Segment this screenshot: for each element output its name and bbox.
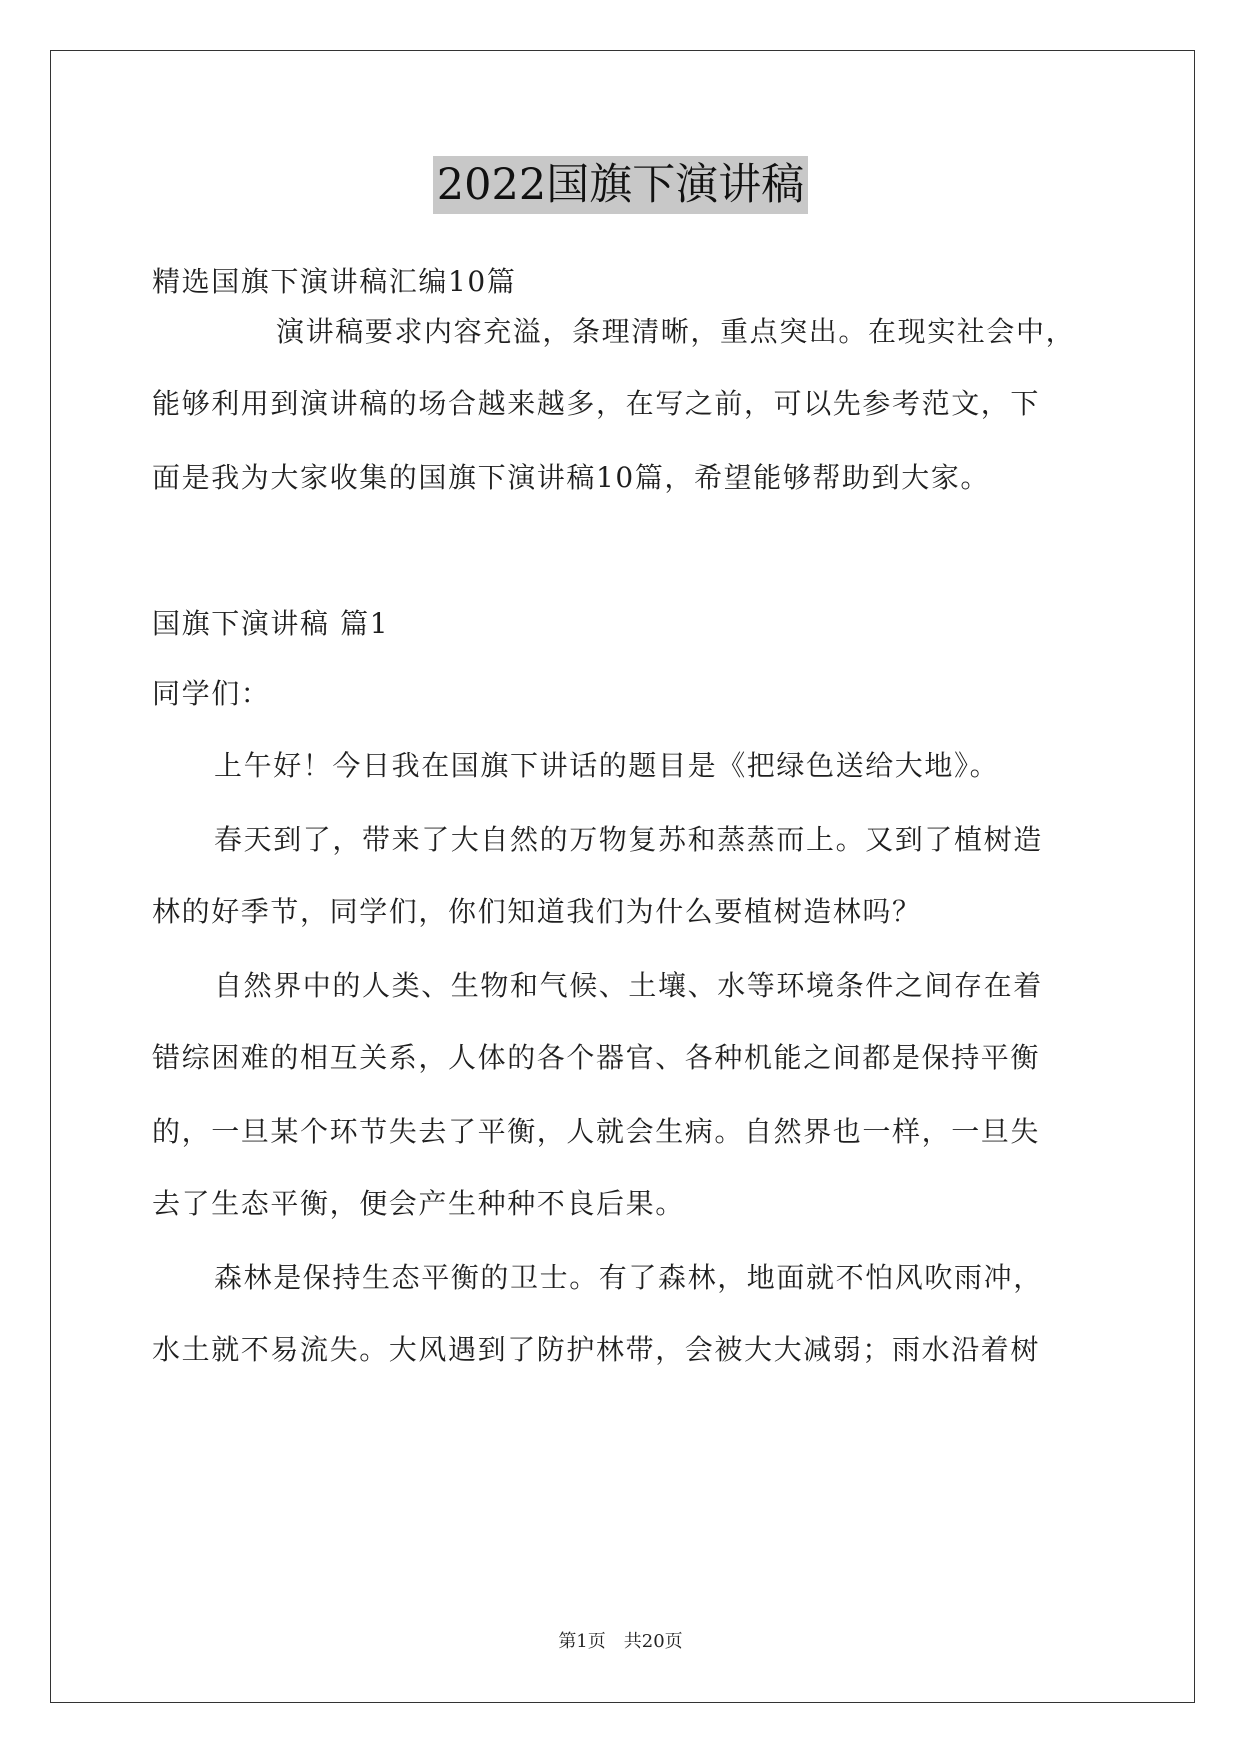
body-line: 去了生态平衡，便会产生种种不良后果。 [152, 1187, 685, 1220]
document-title-wrapper [0, 156, 1241, 214]
section-heading: 国旗下演讲稿 篇1 [152, 607, 390, 640]
body-line: 森林是保持生态平衡的卫士。有了森林，地面就不怕风吹雨冲， [214, 1261, 1043, 1294]
intro-line: 演讲稿要求内容充溢，条理清晰，重点突出。在现实社会中， [276, 315, 1076, 348]
body-line: 错综困难的相互关系，人体的各个器官、各种机能之间都是保持平衡 [152, 1041, 1041, 1074]
body-line: 春天到了，带来了大自然的万物复苏和蒸蒸而上。又到了植树造 [214, 823, 1043, 856]
intro-line: 面是我为大家收集的国旗下演讲稿10篇，希望能够帮助到大家。 [152, 461, 991, 494]
subtitle: 精选国旗下演讲稿汇编10篇 [152, 265, 517, 298]
body-line: 上午好！今日我在国旗下讲话的题目是《把绿色送给大地》。 [214, 749, 1000, 782]
body-line: 自然界中的人类、生物和气候、土壤、水等环境条件之间存在着 [214, 969, 1043, 1002]
document-title: 2022国旗下演讲稿 [433, 156, 808, 214]
salutation: 同学们： [152, 677, 271, 710]
page-footer: 第1页 共20页 [558, 1631, 683, 1652]
body-line: 林的好季节，同学们，你们知道我们为什么要植树造林吗？ [152, 895, 922, 928]
body-line: 水土就不易流失。大风遇到了防护林带，会被大大减弱；雨水沿着树 [152, 1333, 1041, 1366]
body-line: 的，一旦某个环节失去了平衡，人就会生病。自然界也一样，一旦失 [152, 1115, 1041, 1148]
intro-line: 能够利用到演讲稿的场合越来越多，在写之前，可以先参考范文，下 [152, 387, 1041, 420]
